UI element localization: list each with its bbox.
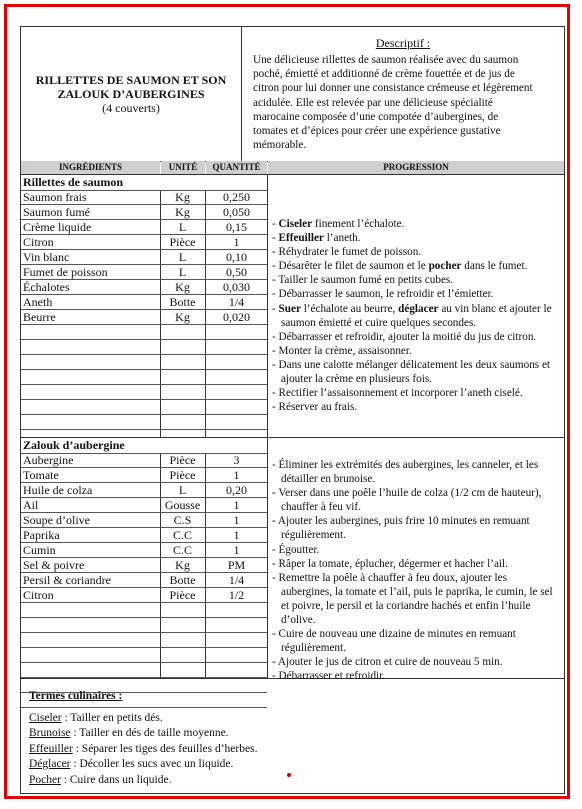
ingredient-quantity: 1/2 — [228, 588, 245, 602]
ingredient-unit: Gousse — [164, 498, 201, 512]
ingredient-name: Citron — [23, 235, 54, 249]
ingredient-row — [21, 265, 267, 280]
ingredient-unit: L — [178, 250, 187, 264]
progression-step: - Ajouter les aubergines, puis frire 10 minutes en remuant régulièrement. — [272, 515, 530, 542]
ingredient-unit: Kg — [175, 205, 190, 219]
recipe-title-line1: RILLETTES DE SAUMON ET SON — [35, 73, 227, 87]
recipe-sheet — [20, 26, 565, 794]
ingredient-unit: Kg — [175, 558, 190, 572]
ingredient-row — [21, 190, 267, 205]
ingredient-quantity: 1 — [233, 513, 240, 527]
ingredient-unit: Kg — [175, 310, 190, 324]
ingredient-unit: C.S — [173, 513, 192, 527]
progression-step: - Égoutter. — [272, 543, 320, 556]
progression-step: - Rectifier l’assaisonnement et incorporer l’aneth ciselé. — [272, 387, 523, 400]
progression-steps — [272, 458, 560, 684]
ingredient-quantity: 1 — [233, 498, 240, 512]
ingredient-quantity: 1/4 — [228, 295, 245, 309]
term-item — [29, 711, 257, 727]
ingredient-unit: Pièce — [169, 588, 196, 602]
ingredient-unit: Pièce — [169, 453, 196, 467]
ingredient-name: Huile de colza — [23, 483, 93, 497]
progression-steps — [272, 217, 560, 414]
ingredient-quantity: PM — [227, 558, 246, 572]
ingredient-name: Aubergine — [23, 453, 74, 467]
ingredient-row — [21, 385, 267, 400]
ingredient-name: Saumon frais — [23, 190, 87, 204]
ingredient-name: Sel & poivre — [23, 558, 85, 572]
ingredient-row — [21, 340, 267, 355]
ingredient-name: Aneth — [23, 295, 53, 309]
progression-step: - Monter la crème, assaisonner. — [272, 344, 412, 357]
progression-step: - Débarrasser et refroidir. — [272, 670, 386, 683]
progression-step: - Débarrasser le saumon, le refroidir et l’émietter. — [272, 288, 494, 301]
progression-step: - Réserver au frais. — [272, 401, 358, 414]
ingredient-row — [21, 295, 267, 310]
ingredient-row — [21, 355, 267, 370]
col-ingredients: INGRÉDIENTS — [21, 161, 160, 174]
ingredient-name: Beurre — [23, 310, 56, 324]
ingredient-row — [21, 483, 267, 498]
progression-step: - Dans une calotte mélanger délicatement les deux saumons et ajouter la crème en plusieurs fois. — [272, 358, 551, 386]
ingredient-row — [21, 370, 267, 385]
section-title: Rillettes de saumon — [23, 175, 123, 189]
progression-step: - Remettre la poêle à chauffer à feu doux, ajouter les aubergines, la tomate et l’ail, puis le paprika, le cumin, le sel et poivre, le persil et la coriandre hachés et enfin l’huile d’olive. — [272, 571, 553, 627]
ingredient-unit: L — [178, 220, 187, 234]
progression-step: - Tailler le saumon fumé en petits cubes. — [272, 274, 454, 287]
term-word: Effeuiller — [29, 742, 73, 755]
ingredient-row — [21, 573, 267, 588]
description-line: Une délicieuse rillettes de saumon réalisée avec du saumon — [253, 54, 519, 66]
ingredient-name: Saumon fumé — [23, 205, 90, 219]
progression-step: - Ajouter le jus de citron et cuire de nouveau 5 min. — [272, 656, 503, 669]
ingredient-row — [21, 588, 267, 603]
ingredient-row — [21, 453, 267, 468]
ingredient-quantity: 0,050 — [223, 205, 250, 219]
description-line: marocaine composée d’une compotée d’aubergines, de — [253, 110, 499, 123]
ingredient-unit: Botte — [169, 295, 196, 309]
ingredient-row — [21, 543, 267, 558]
term-item — [29, 742, 257, 758]
progression-step: - Éliminer les extrémités des aubergines, les canneler, et les détailler en brunoise. — [272, 459, 539, 486]
col-unit: UNITÉ — [161, 161, 205, 174]
description-line: poché, émietté et additionné de crème fouettée et de jus de — [253, 68, 515, 81]
ingredient-quantity: 3 — [233, 453, 240, 467]
ingredient-quantity: 0,50 — [226, 265, 247, 279]
ingredient-row — [21, 618, 267, 633]
ingredient-unit: Kg — [175, 280, 190, 294]
ingredient-unit: Pièce — [169, 468, 196, 482]
progression-step: - Réhydrater le fumet de poisson. — [272, 246, 422, 259]
ingredient-row — [21, 498, 267, 513]
ingredient-name: Fumet de poisson — [23, 265, 108, 279]
ingredient-quantity: 1/4 — [228, 573, 245, 587]
ingredient-row — [21, 400, 267, 415]
ingredient-unit: Kg — [175, 190, 190, 204]
ingredient-quantity: 1 — [233, 528, 240, 542]
term-word: Brunoise — [29, 727, 71, 739]
progression-step: - Cuire de nouveau une dizaine de minutes en remuant régulièrement. — [272, 628, 516, 655]
column-headers — [21, 161, 564, 175]
ingredient-quantity: 0,20 — [226, 483, 247, 497]
ingredient-unit: L — [178, 265, 187, 279]
progression-step: - Râper la tomate, éplucher, dégermer et hacher l’ail. — [272, 557, 508, 570]
ingredient-row — [21, 663, 267, 678]
ingredient-row — [21, 558, 267, 573]
ingredient-name: Paprika — [23, 528, 60, 542]
description-line: mémorable. — [253, 139, 307, 152]
servings: (4 couverts) — [102, 101, 160, 115]
ingredient-unit: Botte — [169, 573, 196, 587]
col-quantity: QUANTITÉ — [206, 161, 267, 174]
ingredient-row — [21, 325, 267, 340]
ingredient-name: Vin blanc — [23, 250, 70, 264]
ingredient-quantity: 0,15 — [226, 220, 247, 234]
ingredient-row — [21, 468, 267, 483]
description-line: acidulée. Elle est relevée par une délicieuse spécialité — [253, 96, 493, 109]
ingredient-quantity: 0,030 — [223, 280, 250, 294]
progression-step: - Verser dans une poêle l’huile de colza (1/2 cm de hauteur), chauffer à feu vif. — [272, 487, 542, 514]
ingredient-row — [21, 513, 267, 528]
description-label: Descriptif : — [375, 36, 431, 50]
section-zalouk — [21, 438, 564, 683]
ingredient-name: Tomate — [23, 468, 59, 482]
red-dot — [287, 773, 291, 777]
ingredient-row — [21, 603, 267, 618]
ingredient-row — [21, 205, 267, 220]
term-word: Déglacer — [29, 758, 71, 770]
term-definition: : Séparer les tiges des feuilles d’herbes. — [72, 742, 258, 755]
ingredient-row — [21, 633, 267, 648]
ingredient-unit: C.C — [172, 543, 192, 557]
ingredient-name: Persil & coriandre — [23, 573, 111, 587]
title-cell — [21, 27, 242, 161]
ingredient-quantity: 1 — [233, 468, 240, 482]
ingredient-name: Échalotes — [23, 280, 70, 294]
col-progression: PROGRESSION — [268, 161, 564, 174]
section-rillettes — [21, 175, 564, 438]
description-cell — [242, 27, 564, 161]
term-word: Ciseler — [29, 711, 62, 724]
ingredient-row — [21, 310, 267, 325]
ingredient-name: Soupe d’olive — [23, 513, 90, 527]
term-word: Pocher — [29, 773, 61, 786]
ingredient-row — [21, 528, 267, 543]
culinary-terms — [29, 689, 257, 788]
ingredient-row — [21, 648, 267, 663]
term-definition: : Décoller les sucs avec un liquide. — [70, 758, 234, 770]
term-item — [29, 773, 257, 789]
ingredient-row — [21, 250, 267, 265]
term-item — [29, 726, 257, 742]
ingredient-unit: C.C — [172, 528, 192, 542]
term-definition: : Tailler en dés de taille moyenne. — [70, 727, 229, 739]
description-line: tomates et d’épices pour créer une expérience gustative — [253, 125, 501, 138]
ingredient-quantity: 1 — [233, 543, 240, 557]
ingredient-quantity: 0,250 — [223, 190, 250, 204]
progression-step: - Effeuiller l’aneth. — [272, 232, 361, 245]
term-definition: : Cuire dans un liquide. — [60, 773, 172, 786]
term-definition: : Tailler en petits dés. — [61, 711, 163, 724]
ingredient-row — [21, 415, 267, 430]
ingredient-row — [21, 235, 267, 250]
section-title: Zalouk d’aubergine — [23, 438, 125, 452]
ingredient-name: Crème liquide — [23, 220, 92, 234]
column-divider — [267, 175, 268, 437]
ingredient-quantity: 1 — [233, 235, 240, 249]
description-text — [242, 51, 564, 152]
progression-step: - Ciseler finement l’échalote. — [272, 218, 405, 230]
term-item — [29, 757, 257, 773]
terms-heading: Termes culinaires : — [29, 690, 123, 702]
ingredient-name: Cumin — [23, 543, 56, 557]
ingredient-row — [21, 280, 267, 295]
ingredient-quantity: 0,10 — [226, 250, 247, 264]
recipe-title-line2: ZALOUK D’AUBERGINES — [57, 87, 205, 101]
terms-list — [29, 711, 257, 789]
ingredient-unit: Pièce — [169, 235, 196, 249]
progression-step: - Suer l’échalote au beurre, déglacer au vin blanc et ajouter le saumon émietté et cuire quelques secondes. — [272, 302, 552, 329]
description-line: citron pour lui donner une consistance crémeuse et légèrement — [253, 82, 533, 95]
column-divider — [267, 438, 268, 678]
progression-step: - Débarrasser et refroidir, ajouter la moitié du jus de citron. — [272, 330, 537, 343]
progression-step: - Désarêter le filet de saumon et le pocher dans le fumet. — [272, 260, 528, 273]
recipe-header — [21, 27, 564, 162]
ingredient-row — [21, 220, 267, 235]
ingredient-unit: L — [178, 483, 187, 497]
ingredient-quantity: 0,020 — [223, 310, 250, 324]
ingredient-name: Citron — [23, 588, 54, 602]
ingredient-name: Ail — [23, 498, 39, 512]
